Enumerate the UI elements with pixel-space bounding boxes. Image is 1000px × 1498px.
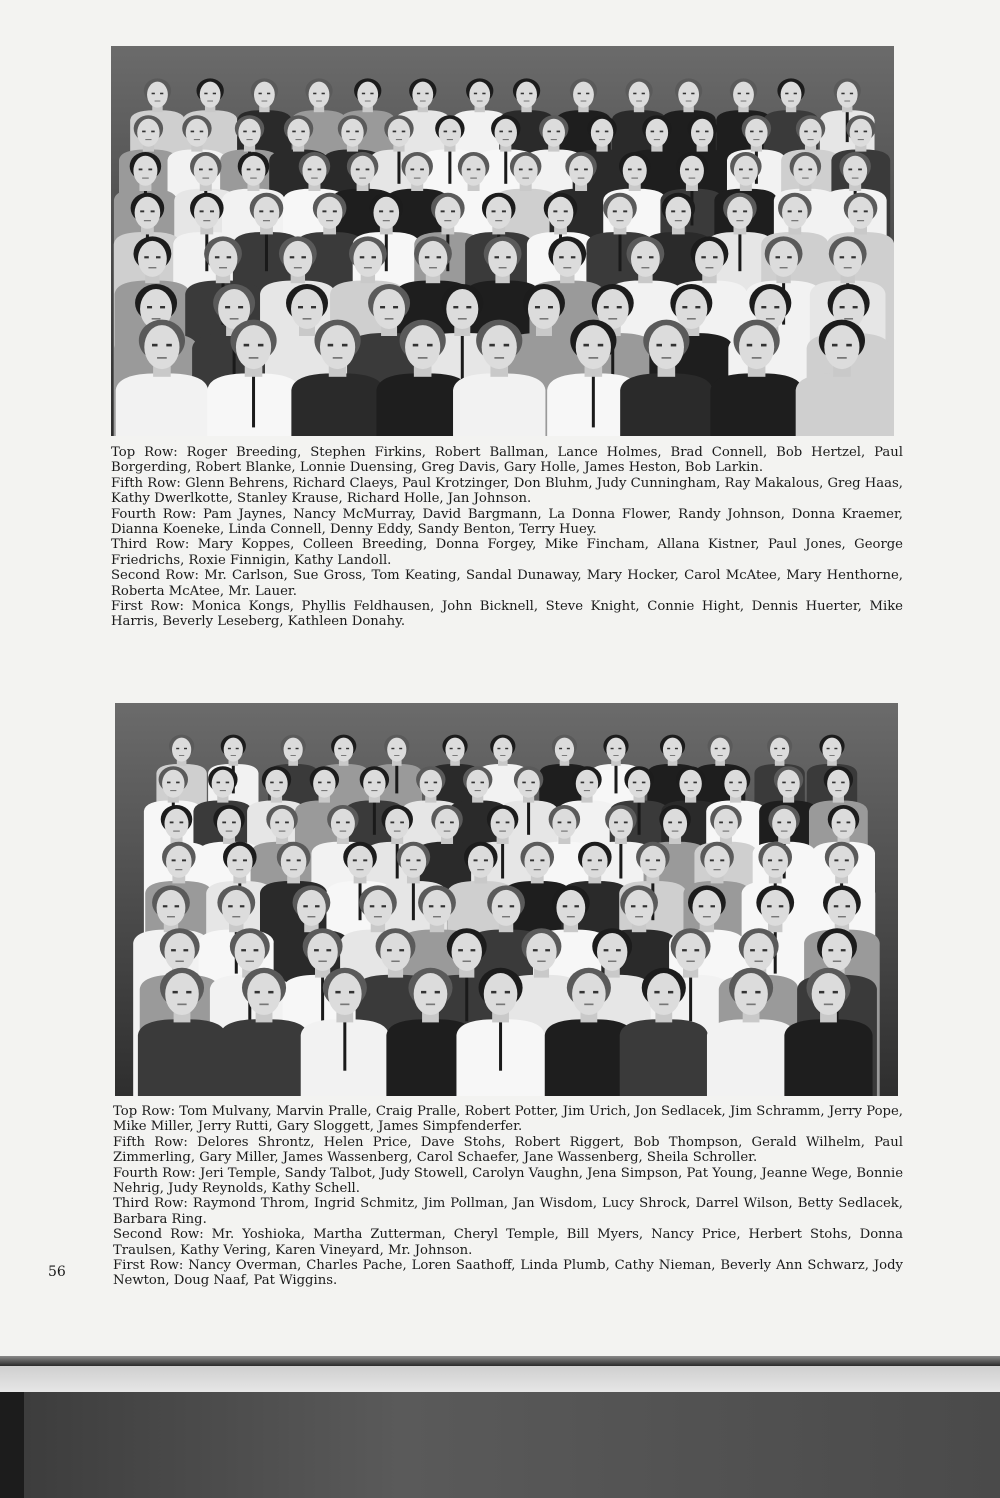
caption-bottom-row-4: Third Row: Raymond Throm, Ingrid Schmitz, Jim Pollman, Jan Wisdom, Lucy Shrock, Darrel Wilson, Betty Sedlacek, Barbara Ring.: [113, 1196, 903, 1227]
caption-top-row-1: Top Row: Roger Breeding, Stephen Firkins, Robert Ballman, Lance Holmes, Brad Connell, Bob Hertzel, Paul Borgerding, Robert Blanke, Lonnie Duensing, Greg Davis, Gary Holle, James Heston, Bob Larkin.: [111, 445, 903, 476]
caption-top-row-4: Third Row: Mary Koppes, Colleen Breeding, Donna Forgey, Mike Fincham, Allana Kistner, Paul Jones, George Friedrichs, Roxie Finnigin, Kathy Landoll.: [111, 537, 903, 568]
caption-top-row-5: Second Row: Mr. Carlson, Sue Gross, Tom Keating, Sandal Dunaway, Mary Hocker, Carol McAtee, Mary Henthorne, Roberta McAtee, Mr. Lauer.: [111, 568, 903, 599]
group-photo-bottom: [115, 703, 898, 1096]
caption-top: [111, 445, 903, 630]
caption-bottom: [113, 1104, 903, 1289]
caption-bottom-row-3: Fourth Row: Jeri Temple, Sandy Talbot, Judy Stowell, Carolyn Vaughn, Jena Simpson, Pat Young, Jeanne Wege, Bonnie Nehrig, Judy Reynolds, Kathy Schell.: [113, 1165, 903, 1197]
page-shadow: [0, 1366, 1000, 1392]
book-binding-corner: [0, 1392, 24, 1498]
page-edge: [0, 1356, 1000, 1366]
caption-bottom-row-1: Top Row: Tom Mulvany, Marvin Pralle, Craig Pralle, Robert Potter, Jim Urich, Jon Sedlacek, Jim Schramm, Jerry Pope, Mike Miller, Jerry Rutti, Gary Sloggett, James Simpfenderfer.: [113, 1104, 903, 1135]
caption-top-row-6: First Row: Monica Kongs, Phyllis Feldhausen, John Bicknell, Steve Knight, Connie Hight, Dennis Huerter, Mike Harris, Beverly Leseberg, Kathleen Donahy.: [111, 599, 903, 630]
group-photo-top-image: [111, 46, 894, 436]
caption-top-row-3: Fourth Row: Pam Jaynes, Nancy McMurray, David Bargmann, La Donna Flower, Randy Johnson, Donna Kraemer, Dianna Koeneke, Linda Connell, Denny Eddy, Sandy Benton, Terry Huey.: [111, 506, 903, 538]
caption-bottom-row-2: Fifth Row: Delores Shrontz, Helen Price, Dave Stohs, Robert Riggert, Bob Thompson, Gerald Wilhelm, Paul Zimmerling, Gary Miller, James Wassenberg, Carol Schaefer, Jane Wassenberg, Sheila Schroller.: [113, 1134, 903, 1166]
page-number: 56: [48, 1264, 66, 1280]
group-photo-bottom-image: [115, 703, 898, 1096]
caption-top-row-2: Fifth Row: Glenn Behrens, Richard Claeys, Paul Krotzinger, Don Bluhm, Judy Cunningham, Ray Makalous, Greg Haas, Kathy Dwerlkotte, Stanley Krause, Richard Holle, Jan Johnson.: [111, 475, 903, 507]
caption-bottom-row-6: First Row: Nancy Overman, Charles Pache, Loren Saathoff, Linda Plumb, Cathy Nieman, Beverly Ann Schwarz, Jody Newton, Doug Naaf, Pat Wiggins.: [113, 1258, 903, 1289]
group-photo-top: [111, 46, 894, 436]
caption-bottom-row-5: Second Row: Mr. Yoshioka, Martha Zutterman, Cheryl Temple, Bill Myers, Nancy Price, Herbert Stohs, Donna Traulsen, Kathy Vering, Karen Vineyard, Mr. Johnson.: [113, 1227, 903, 1258]
book-binding: [0, 1392, 1000, 1498]
